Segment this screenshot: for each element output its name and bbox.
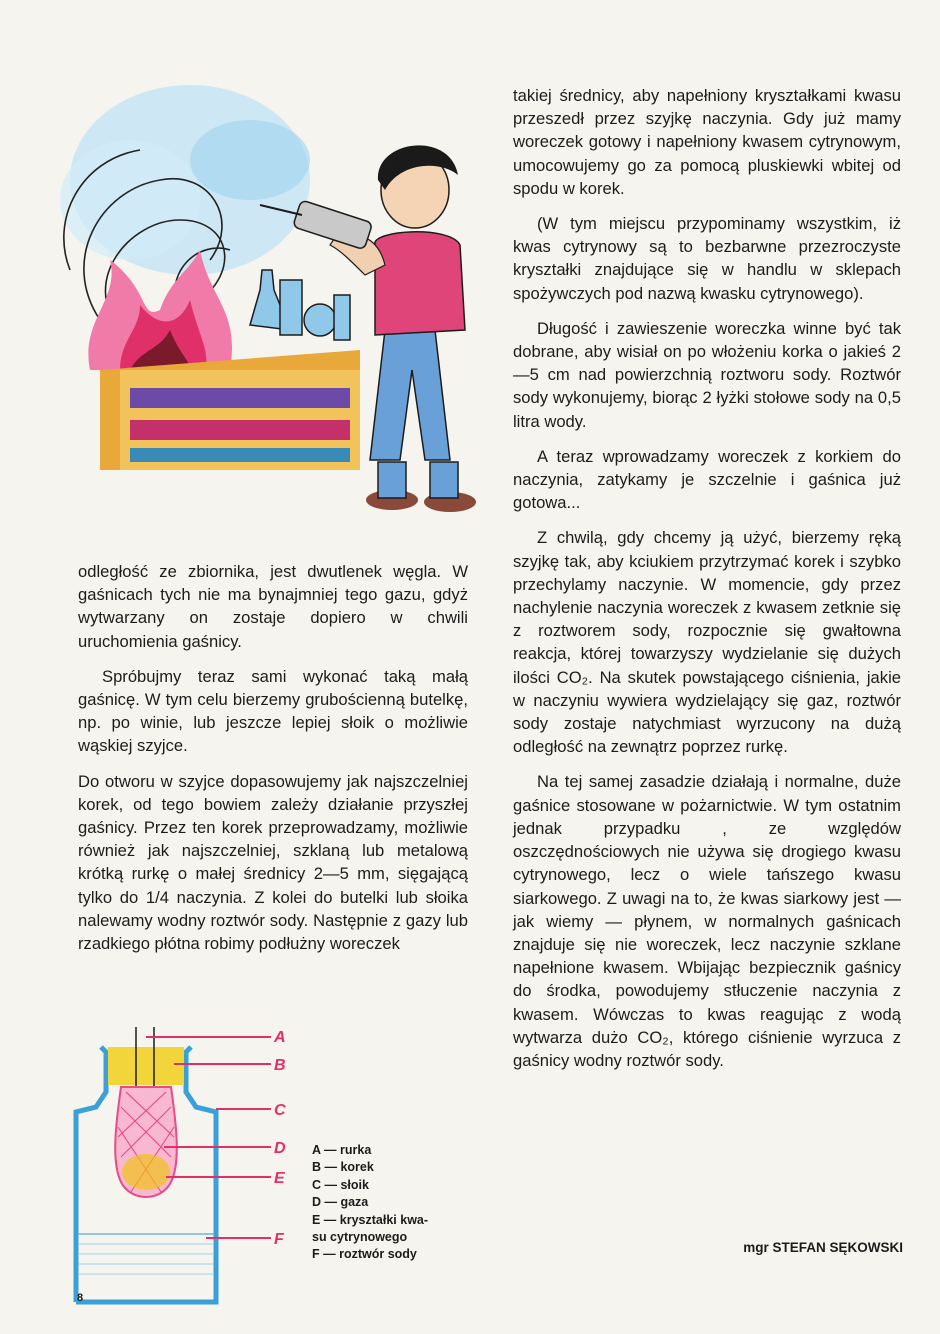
paragraph: A teraz wprowadzamy woreczek z korkiem do naczynia, zatykamy je szczelnie i gaśnica już gotowa... bbox=[513, 446, 901, 513]
label-c: C bbox=[274, 1102, 286, 1119]
boy-extinguisher-illustration bbox=[40, 70, 480, 530]
label-a: A bbox=[274, 1029, 286, 1046]
legend-item: D — gaza bbox=[312, 1195, 369, 1210]
paragraph: Spróbujmy teraz sami wykonać taką małą gaśnicę. W tym celu bierzemy grubościenną butelkę, np. po winie, lub jeszcze lepiej słoik o możliwie wąskiej szyjce. bbox=[78, 666, 468, 756]
legend-item: A — rurka bbox=[312, 1143, 372, 1157]
label-e: E bbox=[274, 1170, 285, 1187]
label-d: D bbox=[274, 1140, 286, 1157]
diagram-legend bbox=[312, 1142, 472, 1264]
legend-item: C — słoik bbox=[312, 1177, 369, 1192]
label-f: F bbox=[274, 1231, 284, 1248]
paragraph: Długość i zawieszenie woreczka winne być tak dobrane, aby wisiał on po włożeniu korka o jakieś 2—5 cm nad powierzchnią roztworu sody. Roztwór sody wykonujemy, biorąc 2 łyżki stołowe sody na 0,5 litra wody. bbox=[513, 318, 901, 431]
paragraph: Na tej samej zasadzie działają i normalne, duże gaśnice stosowane w pożarnictwie. W tym ostatnim jednak przypadku , ze względów oszczędnościowych nie używa się drogiego kwasu cytrynowego, lecz o wiele tańszego kwasu siarkowego. Z uwagi na to, że kwas siarkowy jest — jak wiemy — płynem, w normalnych gaśnicach znajduje się nie woreczek, lecz naczynie szklane napełnione kwasem. Wbijając bezpiecznik gaśnicy do środka, powodujemy stłuczenie naczynia z kwasem. Wówczas to kwas reagując z wodą wytwarza dużo CO₂, którego ciśnienie wyrzuca z gaśnicy wodny roztwór sody. bbox=[513, 772, 901, 1070]
cork bbox=[108, 1047, 184, 1085]
paragraph: odległość ze zbiornika, jest dwutlenek węgla. W gaśnicach tych nie ma bynajmniej tego gazu, gdyż wytwarzany on zostaje dopiero w chwili uruchomienia gaśnicy. bbox=[78, 562, 468, 651]
acid-crystals bbox=[122, 1154, 170, 1190]
paragraph: Z chwilą, gdy chcemy ją użyć, bierzemy ręką szyjkę tak, aby kciukiem przytrzymać korek i szybko przechylamy naczynie. W momencie, gdy przez nachylenie naczynia woreczek z kwasem zetknie się z roztworem sody, rozpocznie się gwałtowna reakcja, której towarzyszy wydzielanie się dużych ilości CO₂. Na skutek powstającego ciśnienia, jakie w naczyniu wywiera wydzielający się gaz, roztwór sody zostaje natychmiast wyrzucony na dużą odległość na zewnątrz poprzez rurkę. bbox=[513, 528, 901, 757]
legend-item: E — kryształki kwa- bbox=[312, 1212, 429, 1227]
legend-item: F — roztwór sody bbox=[312, 1247, 417, 1262]
paragraph: (W tym miejscu przypominamy wszystkim, iż kwas cytrynowy są to bezbarwne przezroczyste kryształki znajdujące się w handlu w sklepach spożywczych pod nazwą kwasku cytrynowego). bbox=[513, 214, 901, 303]
label-b: B bbox=[274, 1057, 286, 1074]
legend-item: B — korek bbox=[312, 1160, 374, 1175]
paragraph: takiej średnicy, aby napełniony kryształkami kwasu przeszedł przez szyjkę naczynia. Gdy już mamy woreczek gotowy i napełniony kwasem cytrynowym, umocowujemy go za pomocą pluskiewki wbitej od spodu w korek. bbox=[513, 86, 901, 198]
page-number: 8 bbox=[77, 1292, 84, 1304]
extinguisher-diagram bbox=[66, 1012, 306, 1312]
right-column bbox=[513, 84, 901, 1084]
solution-hatching bbox=[78, 1244, 214, 1274]
legend-item: su cytrynowego bbox=[312, 1230, 408, 1245]
lab-glassware bbox=[250, 270, 350, 340]
label-letters bbox=[273, 1029, 286, 1248]
left-column bbox=[78, 560, 468, 967]
author-signature: mgr STEFAN SĘKOWSKI bbox=[743, 1240, 903, 1255]
paragraph: Do otworu w szyjce dopasowujemy jak najszczelniej korek, od tego bowiem zależy działanie przyszłej gaśnicy. Przez ten korek przeprowadzamy, możliwie również jak najszczelniej, szklaną lub metalową krótką rurkę o małej średnicy 2—5 mm, sięgającą tylko do 1/4 naczynia. Z kolei do butelki lub słoika nalewamy wodny roztwór sody. Następnie z gazy lub rzadkiego płótna robimy podłużny woreczek bbox=[78, 771, 468, 954]
cabinet bbox=[100, 350, 360, 470]
